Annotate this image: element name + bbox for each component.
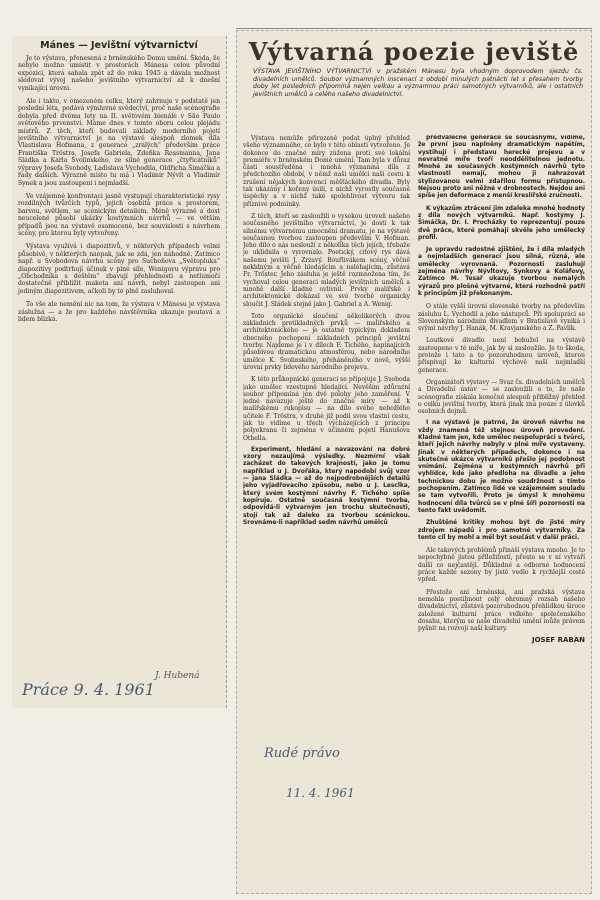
- paragraph: I na výstavě je patrné, že úroveň návrhu ne vždy znamená též stejnou úroveň provedení. Kladné tam jen, kde umělec nespolupráci s tvůrci, kteří jejich návrhy nebyly v plné míře vystaveny. Jinak v některých případech, dokonce i na skutečné ukázce výtvarníků přešlo jej podobnost vnímání. Zejména u kostýmních návrhů při vyhlídce, kde jako předloha na divadle a jeho technickou dobu je možno soudržnost s tímto pochopením. Zatímco lidé ve vzájemném souladu se tam vytvořili. Proto je úmysl k mnohému hodnocení díla tvůrců se v plné šíři pozornosti na tento fakt uvědomit.: [418, 420, 585, 514]
- paragraph: Toto organické sloučení několikerých dvou základních protikladných prvků — malířského a architektonického — je ostatně typickým dokladem obecného pochopení základních principů jevištní tvorby. Najdeme je i v dílech F. Tichého, napínajících působivou dramatickou atmosférou, nebo národního umělce K. Svolinského, přeháněného v nově, výšší úrovní prvky lidového národního projevu.: [243, 312, 410, 371]
- handwritten-note-left: Práce 9. 4. 1961: [22, 680, 155, 699]
- right-clipping: [236, 30, 592, 894]
- paragraph: O stále vyšší úrovni slovenské tvorby na především zásluhu L. Vychodil a jeho nástupců. Při spolupráci se Slovenským národním divadlem v Bratislavě vyniká i svými návrhy J. Hanák, M. Kravjanského a Z. Pavlík.: [418, 303, 585, 333]
- left-paragraph: Ve vzájemné konfrontaci jasně vystupují charakteristické rysy rozdílných tvůrčích typů, jejich osobitá práce s prostorem, barvou, světlem, se scénickým detailem. Méně výrazně a dost neucelené působí ukázky kostýmních návrhů — ve větším případů jsou na výstavě osamocené, bez souvislosti s návrhem scény, pro kterou byly vytvořeny.: [18, 192, 220, 237]
- right-column-2: [418, 135, 585, 887]
- paragraph: Ale takových problémů přináší výstava mnoho. Je to nepochybně jistou příležitostí, přesto se v ní vytváří další co nejčastěji. Důkladné a odborné hodnocení práce každé sezony by jistě vedlo k rychlejší cestě vpřed.: [418, 547, 585, 584]
- left-paragraph: Ale i takto, v omezeném celku, který zahrnuje v podstatě jen poslední léta, podává výmluvné svědectví, proč naše scénografie dobyla před dvěma lety na II. světovém bienále v São Paulo světového prvenství. Máme dnes v tomto oboru celou plejádu mistrů. Z těch, kteří budovali základy moderního pojetí jevištního výtvarnictví je na výstavě alespoň zlomek díla Vlastislava Hofmana, z generace „zralých“ především práce Františka Tröstra, Josefa Gabriela, Zdeňka Rossmanna, Jana Sládka a Karla Svolinského, ze silné generace „čtyřicátníků“ výpravy Josefa Svobody, Ladislava Vychodila, Oldřicha Šimáčka a řady dalších. Výrazně místo tu má i Vladimír Nývlt a Vladimír Synek a jsou zastoupeni i nejmladší.: [18, 98, 220, 187]
- top-rule: [236, 28, 592, 29]
- left-article-title: Mánes — Jevištní výtvarnictví: [40, 40, 198, 51]
- left-paragraph: Je to výstava, přenesená z brněnského Domu umění. Škoda, že nebylo možno umístit v prostorách Mánesa celou původní expozici, která sahala zpět až do roku 1945 a dávala možnost sledovat vývoj našeho jevištního výtvarnictví až k dnešní vynikající úrovni.: [18, 55, 220, 92]
- paragraph: předválečné generace se současnými, vidíme, že první jsou naplněny dramatickým napětím, vystihují i představu herecké projevu a v nevratné míře tvoří neoddělitelnou jednotu. Mnohé ze současných kostýmních návrhů tyto vlastnosti nemají, mohou ji nahrazovat stylizovanou velmi zdařilou formu přístupnou. Nejsou proto ani něžné v drobnostech. Nejdou ani spíše jen deformace z menší kreslířské zručnosti.: [418, 135, 585, 200]
- left-paragraph: Výstava využívá i diapozitivů, v některých případech velmi působivě, v některých naopak, jak se zdá, jen náhodně. Zatímco např. u Svobodova návrhu scény pro Suchoňova „Světopluka“ diapozitivy podtrhují účinek v plné síle, Wenigovu výpravu pro „Obchodníka s deštěm“ zbavují přehlednosti a netlumočí dostatečně přiblížit maketa ani návrh, nebyl zastoupen ani jediným diapozitivem, ačkoli by to plně zasluhoval.: [18, 243, 220, 295]
- right-column-1: [243, 135, 410, 887]
- paragraph: K této průkopnické generaci se připojuje J. Svoboda jako umělec vzestupně hledající. Nevěším zdůrazní soubor připomíná jen dvě polohy jeho zaměření. V jedné navazuje ještě do značné míry — až k malířskému rukopisu — na dílo svého nebožlého učitele F. Tröstra, v druhé již podil svou vlastní cestu, jak to vidíme u třech výcházejících z principu polyekranu či zejména v účinném pojetí Hanušova Othella.: [243, 376, 410, 442]
- paragraph: K výkazům ztrácení jim zdaleka mnohé hodnoty z díla nových výtvarníků. Např. kostýmy J. Šimáčka, Dr. I. Procházky to reprezentují pouze dvě práce, které pomáhají skvěle jeho umělecký profil.: [418, 205, 585, 241]
- right-article-lede: VÝSTAVA JEVIŠTNÍHO VÝTVARNICTVÍ v pražském Mánesu byla vhodným doprovodem sjezdu čs. divadelních umělců. Soubor významných inscenací z období minulých patnácti let s přesahem tvorby doby let posledních připomíná nejen velkou a významnou práci samotných výtvarníků, ale i ostatních jevištních umělců a celého našeho divadelnictví.: [253, 68, 583, 98]
- handwritten-date: 11. 4. 1961: [286, 786, 355, 800]
- paragraph: Zhuštěné kritiky mohou být do jisté míry zdrojem nápadů i pro samotné výtvarníky. Za tento cíl by mohl a měl být součást v další práci.: [418, 520, 585, 541]
- left-paragraph: To vše ale nemění nic na tom, že výstava v Mánesu je výstava záslužná — a že pro každého návštěvníka ukazuje poutavá a lidem blízká.: [18, 301, 220, 323]
- right-article-title: Výtvarná poezie jeviště: [248, 37, 580, 66]
- paragraph: Je upravdu radostné zjištění, že i díla mladých a nejmladších generací jsou silná, různá, ale umělecky vyrovnaná. Pozornosti zasluhují zejména návrhy Nývltovy, Synkovy a Koláfovy, Zatímco M. Tesař ukazuje tvorbou nemalých výrazů pro plošné výtvarné, která rozhodně patří k principům již překonaným.: [418, 247, 585, 297]
- left-clipping: [12, 36, 227, 708]
- right-article-columns: [243, 135, 585, 887]
- paragraph: Z těch, kteří se zasloužili o vysokou úroveň našeho současného jevištního výtvarnictví, je dosti k tak silnému výtvarnému umocnění dramatu, je na výstavě současnou tvorbou zastoupen především V. Hofman. Jeho dílo o nás neslouží z několika těch jejích, třebaže je uklidnila o vyrovnalo. Poetický, citový rys dává našemu jevišti J. Zrzavý. Bouřlivákem scény, věčně nekldným a věčně hledajícím a naléhajícím, zůstává Fr. Tröster. Jeho zásluha je ještě rozmnožena tím, že vychoval celou generaci mladých jevištních umělců a mnohé další kladné ovlivnil. Prvky malířské i architektonické dokázal ve své tvorbě organicky sloučit J. Sládek stejně jako J. Gabriel a A. Wenig.: [243, 212, 410, 308]
- left-article-body: [18, 55, 220, 323]
- paragraph: Organizátoři výstavy — Svaz čs. divadelních umělců a Divadelní ústav — se zasloužili o to, že naše scénografie získala konečně alespoň přiblížný přehled o celku jevištní tvorby, která jinak zná pouze z úlovků osobních dojmů.: [418, 378, 585, 416]
- paragraph: Přestože ani brněnská, ani pražská výstava nemohla postihnout celý ohromný rozsah našeho divadelnictví, zůstává pozoruhodnou přehlídkou široce založené kulturní práce velkého společenského dosahu, kterým se naše divadelní umění může právem pyšnit na rozvoji naší kultury.: [418, 588, 585, 633]
- author-signature: JOSEF RABAN: [531, 636, 585, 645]
- handwritten-source: Rudé právo: [264, 746, 340, 761]
- author-initials: J. Hubená: [155, 671, 200, 681]
- paragraph: Loutkové divadlo není bohužel na výstavě zastoupeno v té míře, jak by si zasloužilo. Je to škoda, protože i tato a to pozoruhodnou úroveň, kterou přispívají ke kulturní výchově naší nejmladší generace.: [418, 337, 585, 374]
- paragraph: Experiment, hledání a navazování na dobré vzory nezaujímá výsledky. Nezmírní však zacházet do takových krajností, jako je tomu například u J. Dvořáka, který napodobí svůj vzor — jana Sládka — až do nejpodrobnějších detailů jeho vyjadřovacího způsobu, nebo u J. Lesclka, který svém kostýmní návrhy F. Tichého spíše kopíruje. Ostatně současná kostýmní tvorba, odpovídá-li výtvarným jen trochu skutečnosti, stojí tak až daleko za tvorbou scénickou. Srovnáme-li například sedm návrhů umělců: [243, 446, 410, 526]
- paragraph: Výstava nemůže přirozeně podat úplný přehled všeho významného, co bylo v této oblasti vytvořeno. Je dokonce do značné míry zúžena proti své lokální premiéře v brněnském Domě umění. Tam byla v důraz části soustředěna i mnohá významná díla z předchozího období, v němž naši umělci naši cestu k zrušení nějakých konvencí měšťáckého divadla. Byly tak ukázány i kořeny úsilí, z nichž vyrostly současné úspěchy a v nichž také spolehlivost výtvoru tak příznivé podmínky.: [243, 135, 410, 208]
